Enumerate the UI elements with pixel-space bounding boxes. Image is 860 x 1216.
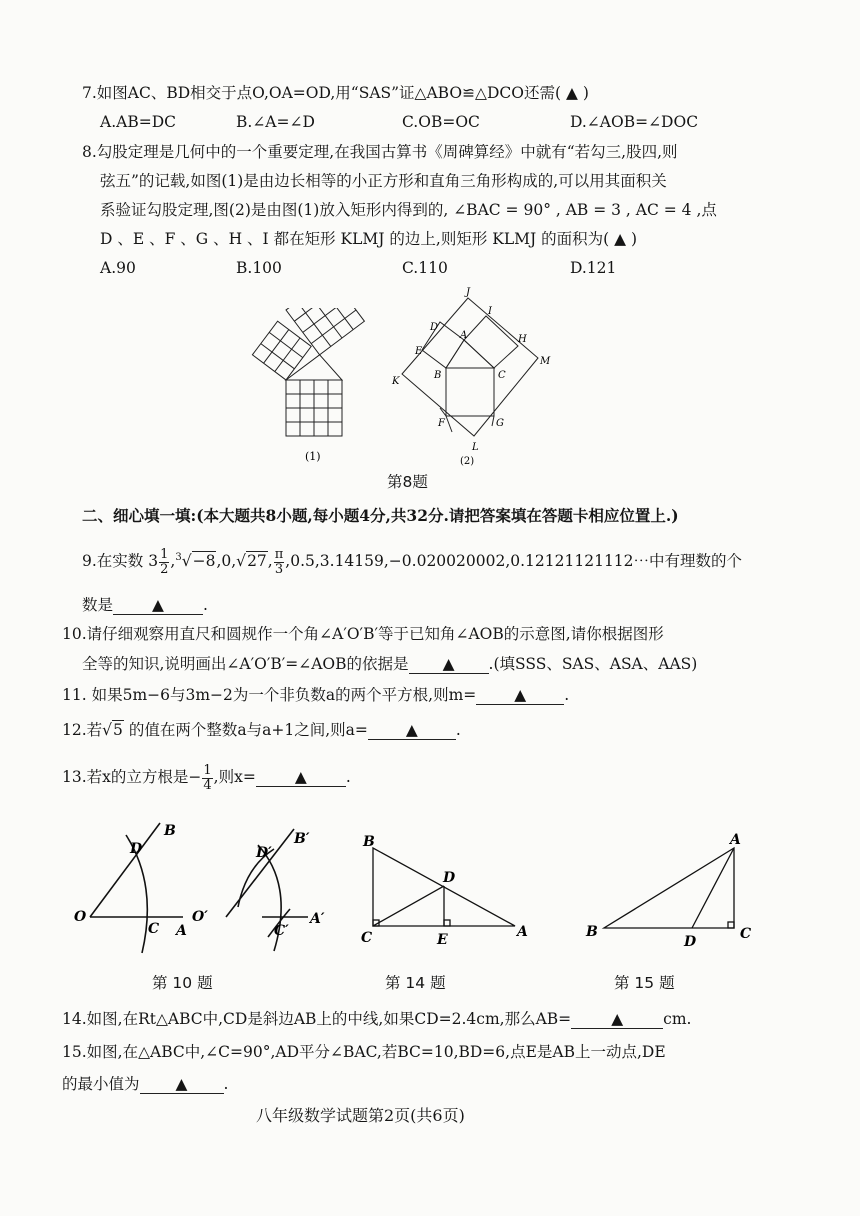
q8-option-c: C.110 [402, 259, 448, 277]
q15-caption: 第 15 题 [614, 974, 675, 992]
fig15-label-c: C [740, 926, 752, 942]
fig2-point-l: L [472, 442, 479, 453]
fig10-label-d: D [130, 841, 143, 857]
fig10-label-o: O [74, 909, 87, 925]
fig2-point-d: D [430, 322, 439, 333]
q14: 14.如图,在Rt△ABC中,CD是斜边AB上的中线,如果CD=2.4cm,那么AB= ▲ cm. [62, 1010, 692, 1028]
fig15-label-b: B [586, 924, 598, 940]
fig2-point-i: I [488, 306, 492, 317]
q8-figure-1 [250, 308, 380, 463]
q14-caption: 第 14 题 [385, 974, 446, 992]
q8-option-b: B.100 [236, 259, 282, 277]
fig10-label-a-prime: A′ [310, 911, 325, 927]
q15-line-2: 的最小值为 ▲ . [62, 1075, 229, 1093]
fig14-label-d: D [443, 870, 456, 886]
q7-option-b: B.∠A=∠D [236, 113, 315, 131]
q14-figure [355, 830, 545, 950]
q7-option-a: A.AB=DC [100, 113, 176, 131]
fig2-point-j: J [466, 287, 471, 298]
q7-option-d: D.∠AOB=∠DOC [570, 113, 699, 131]
q8-figure-2 [380, 286, 565, 468]
q7-stem: 7.如图AC、BD相交于点O,OA=OD,用“SAS”证△ABO≌△DCO还需( ▲ ) [82, 84, 589, 102]
q8-line-1: 8.勾股定理是几何中的一个重要定理,在我国古算书《周碑算经》中就有“若勾三,股四,则 [82, 143, 678, 161]
q10-figure [68, 815, 340, 965]
q8-option-d: D.121 [570, 259, 617, 277]
answer-mark: ▲ [565, 84, 578, 102]
q8-line-2: 弦五”的记载,如图(1)是由边长相等的小正方形和直角三角形构成的,可以用其面积关 [100, 172, 667, 190]
fig14-label-b: B [363, 834, 375, 850]
page-footer: 八年级数学试题第2页(共6页) [256, 1106, 465, 1125]
q10-line-2: 全等的知识,说明画出∠A′O′B′=∠AOB的依据是 ▲ .(填SSS、SAS、ASA、AAS) [82, 655, 698, 673]
fig2-point-m: M [540, 356, 551, 367]
q15-answer-blank[interactable]: ▲ [140, 1077, 224, 1094]
fig1-label: (1) [305, 450, 321, 463]
answer-mark: ▲ [614, 230, 627, 248]
q13-answer-blank[interactable]: ▲ [256, 770, 346, 787]
fig2-point-f: F [438, 418, 445, 429]
fig2-point-c: C [498, 370, 506, 381]
fig2-point-h: H [518, 334, 527, 345]
q7-option-c: C.OB=OC [402, 113, 480, 131]
fig15-label-d: D [684, 934, 697, 950]
fig2-point-g: G [496, 418, 504, 429]
fig15-label-a: A [730, 832, 741, 848]
fig10-label-b-prime: B′ [294, 831, 310, 847]
q10-caption: 第 10 题 [152, 974, 213, 992]
q14-answer-blank[interactable]: ▲ [571, 1012, 663, 1029]
q12: 12.若√5 的值在两个整数a与a+1之间,则a= ▲ . [62, 721, 461, 739]
fig14-label-a: A [517, 924, 528, 940]
q8-caption: 第8题 [387, 473, 428, 491]
fig2-point-a: A [460, 330, 468, 341]
q11-answer-blank[interactable]: ▲ [476, 688, 564, 705]
q10-line-1: 10.请仔细观察用直尺和圆规作一个角∠A′O′B′等于已知角∠AOB的示意图,请你根据图形 [62, 625, 664, 643]
fig2-point-k: K [392, 376, 400, 387]
fig14-label-c: C [361, 930, 373, 946]
q9-line-1: 9.在实数 3 $\frac{1}{2}$ ,$^3$√−8,0,√27, $\frac{\pi}{3}$ ,0.5,3.14159,−0.020020002,0.12121121112⋯中有理数的个 [82, 547, 743, 577]
q8-option-a: A.90 [100, 259, 136, 277]
fig2-point-b: B [434, 370, 442, 381]
q9-answer-blank[interactable]: ▲ [113, 598, 203, 615]
fig14-label-e: E [437, 932, 448, 948]
fig10-label-c: C [148, 921, 160, 937]
q8-line-3: 系验证勾股定理,图(2)是由图(1)放入矩形内得到的, ∠BAC = 90° , AB = 3 , AC = 4 ,点 [100, 201, 717, 219]
q15-figure [580, 830, 760, 950]
q9-line-2: 数是 ▲ . [82, 596, 208, 614]
fig10-label-a: A [176, 923, 187, 939]
fig10-label-b: B [164, 823, 176, 839]
q13: 13.若x的立方根是− $\frac{1}{4}$ ,则x= ▲ . [62, 763, 351, 793]
q15-line-1: 15.如图,在△ABC中,∠C=90°,AD平分∠BAC,若BC=10,BD=6,点E是AB上一动点,DE [62, 1043, 666, 1061]
fig10-label-d-prime: D′ [256, 845, 272, 861]
q12-answer-blank[interactable]: ▲ [368, 723, 456, 740]
q11: 11. 如果5m−6与3m−2为一个非负数a的两个平方根,则m= ▲ . [62, 686, 570, 704]
q10-answer-blank[interactable]: ▲ [409, 657, 489, 674]
fig2-label: (2) [460, 456, 475, 467]
section-2-heading: 二、细心填一填:(本大题共8小题,每小题4分,共32分.请把答案填在答题卡相应位置上.) [82, 506, 679, 525]
fig10-label-o-prime: O′ [192, 909, 208, 925]
q8-line-4: D 、E 、F 、G 、H 、I 都在矩形 KLMJ 的边上,则矩形 KLMJ 的面积为( ▲ ) [100, 230, 638, 248]
fig2-point-e: E [415, 346, 423, 357]
fig10-label-c-prime: C′ [274, 923, 289, 939]
